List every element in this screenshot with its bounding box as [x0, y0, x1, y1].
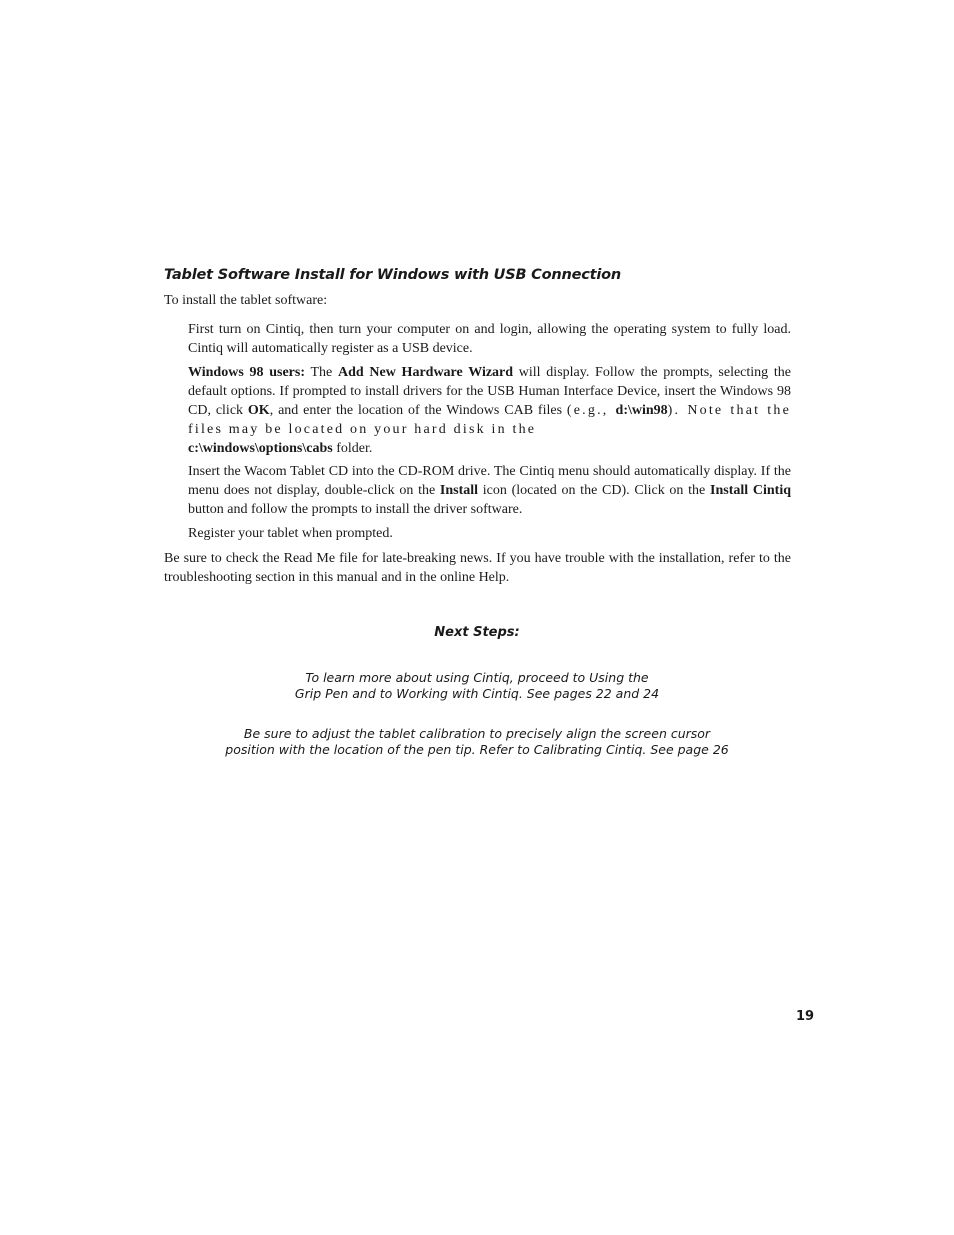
- step-text: ). Note that the files may be located on your hard disk in the: [188, 403, 791, 437]
- windows-98-label: Windows 98 users:: [188, 365, 305, 380]
- section-heading: Tablet Software Install for Windows with USB Connection: [164, 267, 622, 283]
- closing-paragraph: Be sure to check the Read Me file for late-breaking news. If you have trouble with the installation, refer to the troubleshooting section in this manual and in the online Help.: [164, 551, 791, 585]
- tip-line: Be sure to adjust the tablet calibration to precisely align the screen cursor: [243, 726, 711, 741]
- tip-line: To learn more about using Cintiq, proceed to Using the: [305, 670, 649, 685]
- step-text: will display. Follow the prompts, selecting the default options. If prompted to install drivers for the USB Human Interface Device, insert the Windows 98 CD, click: [188, 365, 792, 418]
- next-step-tip-1: [0, 670, 954, 701]
- step-text: button and follow the prompts to install the driver software.: [188, 502, 523, 517]
- step-turn-on-text: First turn on Cintiq, then turn your computer on and login, allowing the operating system to fully load. Cintiq will automatically register as a USB device.: [188, 322, 791, 356]
- step-windows-98: [188, 363, 791, 458]
- tip-line: Grip Pen and to Working with Cintiq. See pages 22 and 24: [294, 685, 660, 701]
- win98-path: d:\win98: [615, 403, 668, 418]
- step-text: The: [305, 365, 338, 380]
- step-text: Insert the Wacom Tablet CD into the CD-ROM drive. The Cintiq menu should automatically display. If the menu does not display, double-click on the: [188, 464, 791, 498]
- step-insert-cd: [188, 462, 791, 519]
- next-step-tip-2: [0, 726, 954, 757]
- next-steps-title: Next Steps:: [434, 625, 520, 640]
- intro-text: To install the tablet software:: [164, 293, 328, 308]
- cabs-path: c:\windows\options\cabs: [188, 441, 333, 456]
- step-register: Register your tablet when prompted.: [188, 526, 393, 541]
- step-text: (e.g.,: [566, 403, 616, 418]
- ok-label: OK: [247, 403, 270, 418]
- step-turn-on: [188, 320, 791, 358]
- tip-line: position with the location of the pen tip. Refer to Calibrating Cintiq. See page 26: [225, 741, 729, 757]
- step-text: folder.: [332, 441, 373, 456]
- wizard-name: Add New Hardware Wizard: [337, 365, 514, 380]
- install-cintiq-label: Install Cintiq: [710, 483, 791, 498]
- step-text: , and enter the location of the Windows CAB files: [269, 403, 567, 418]
- page-number: 19: [796, 1009, 815, 1024]
- step-text: icon (located on the CD). Click on the: [478, 483, 711, 498]
- install-icon-label: Install: [439, 483, 479, 498]
